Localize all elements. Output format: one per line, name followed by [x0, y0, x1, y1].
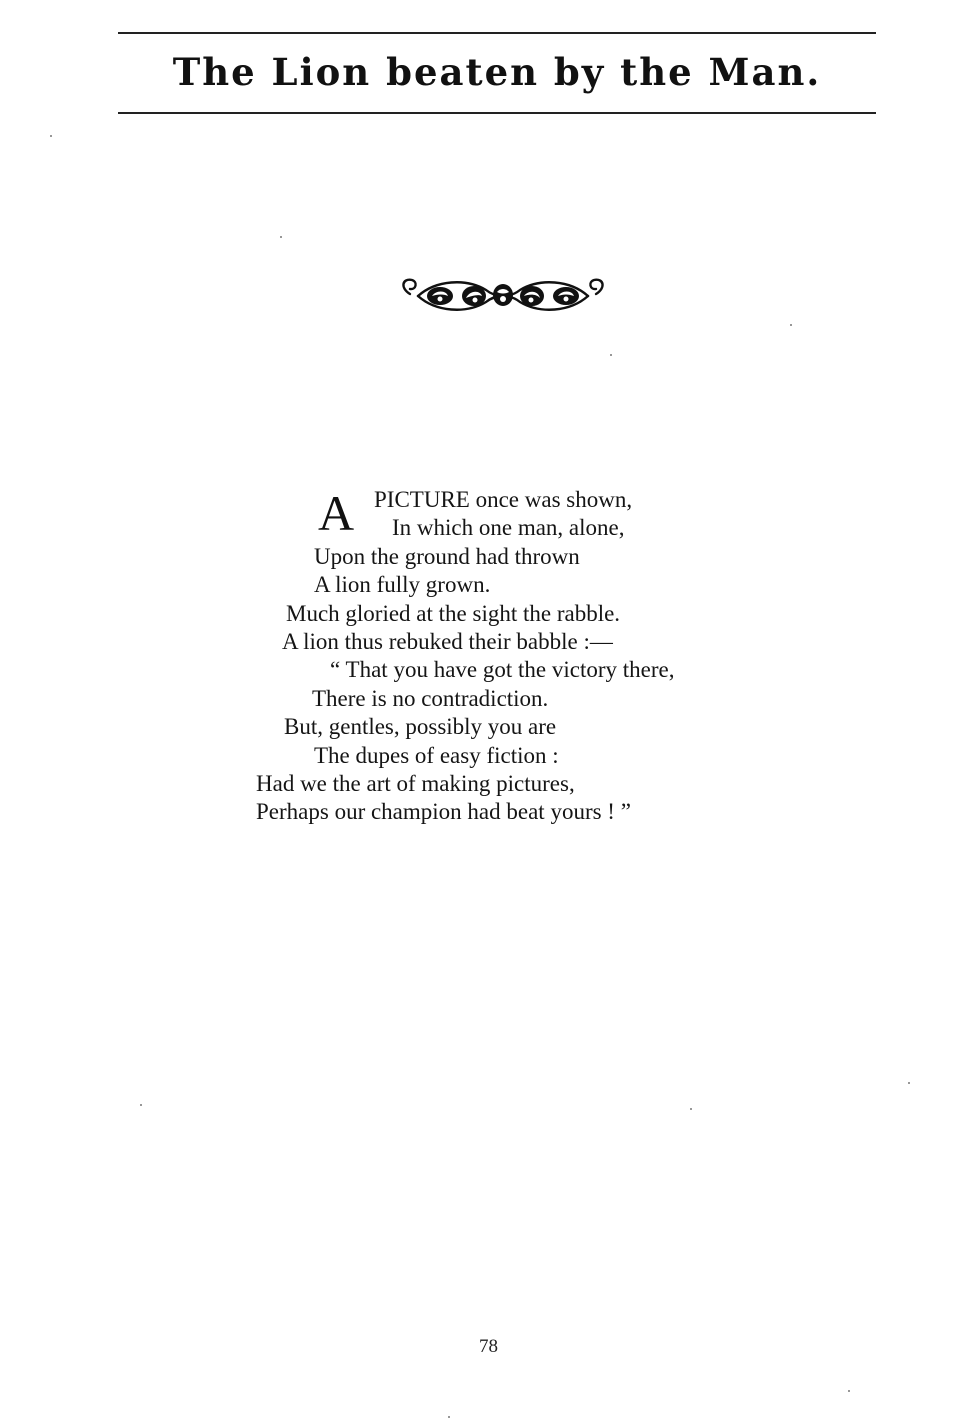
- bottom-rule: [118, 112, 876, 114]
- paper-speck: [50, 135, 52, 137]
- paper-speck: [908, 1082, 910, 1084]
- top-rule: [118, 32, 876, 34]
- paper-speck: [140, 1104, 142, 1106]
- poem-line: “ That you have got the victory there,: [330, 657, 675, 683]
- paper-speck: [790, 324, 792, 326]
- poem-line: The dupes of easy fiction :: [314, 742, 559, 768]
- paper-speck: [610, 354, 612, 356]
- poem-line: Upon the ground had thrown: [314, 543, 580, 569]
- poem-line: PICTURE once was shown,: [374, 487, 633, 512]
- poem-line: In which one man, alone,: [392, 515, 625, 541]
- poem-body: [254, 486, 814, 827]
- page-title: The Lion beaten by the Man.: [172, 50, 822, 94]
- poem-line: Had we the art of making pictures,: [256, 771, 575, 797]
- paper-speck: [690, 1108, 692, 1110]
- poem-line: Much gloried at the sight the rabble.: [286, 600, 621, 626]
- page-number: 78: [479, 1336, 498, 1357]
- scroll-ornament-icon: [396, 272, 610, 318]
- poem-line: A lion thus rebuked their babble :—: [282, 629, 613, 655]
- drop-cap: A: [318, 485, 355, 541]
- poem-line: Perhaps our champion had beat yours ! ”: [256, 799, 631, 825]
- paper-speck: [448, 1416, 450, 1418]
- poem-line: There is no contradiction.: [312, 685, 549, 711]
- poem-line: A lion fully grown.: [314, 572, 491, 598]
- poem-line: But, gentles, possibly you are: [284, 714, 557, 740]
- paper-speck: [848, 1390, 850, 1392]
- paper-speck: [280, 236, 282, 238]
